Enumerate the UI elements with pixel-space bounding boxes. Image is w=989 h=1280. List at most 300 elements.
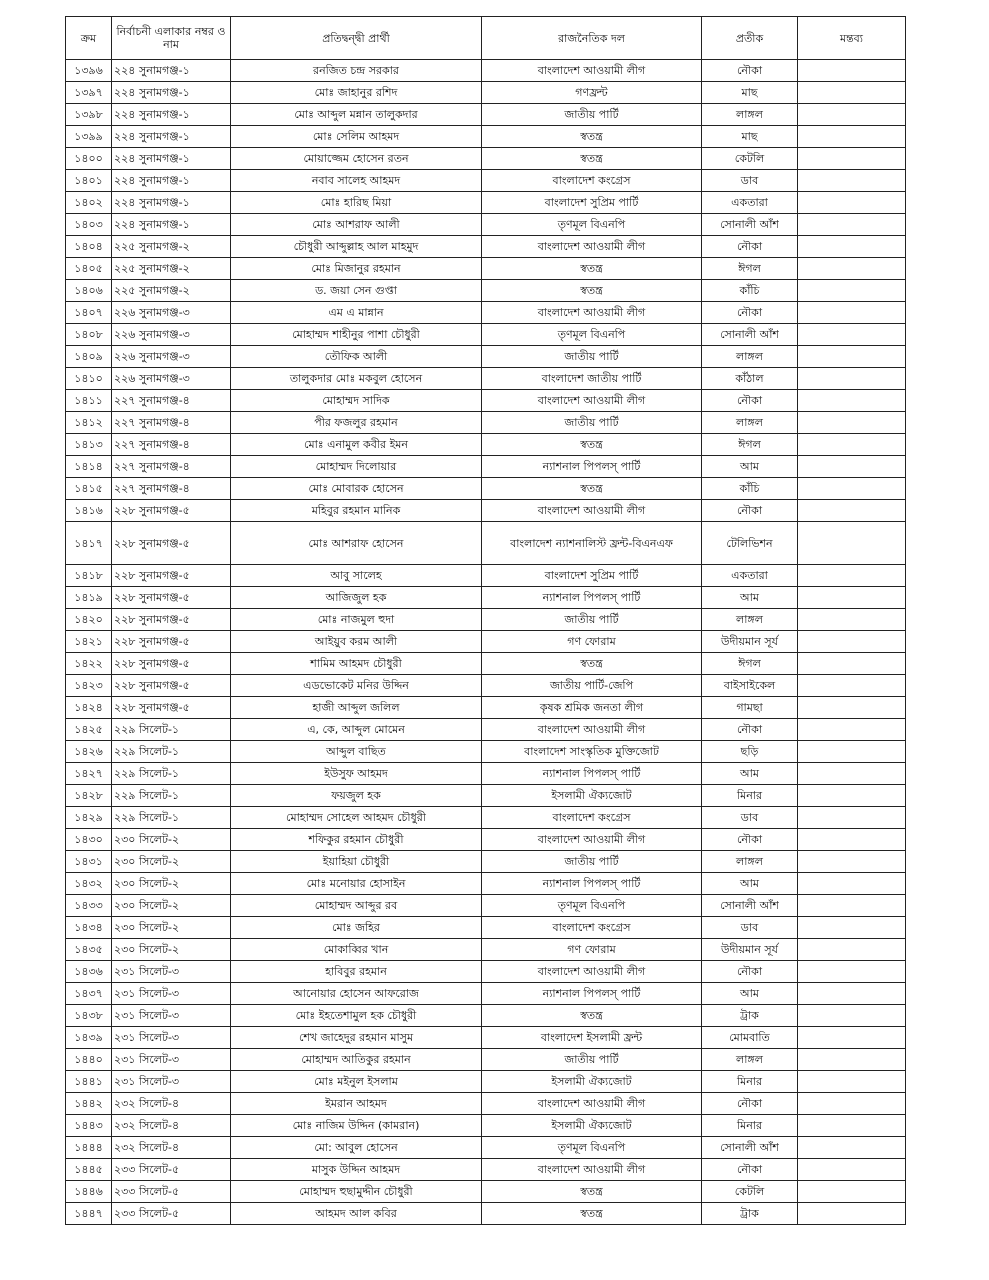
symbol-cell: নৌকা bbox=[702, 236, 798, 258]
candidate-cell: মোহাম্মদ দিলোয়ার bbox=[231, 456, 482, 478]
constituency-cell: ২২৭ সুনামগঞ্জ-৪ bbox=[112, 478, 231, 500]
constituency-cell: ২৩২ সিলেট-৪ bbox=[112, 1137, 231, 1159]
candidate-cell: মোঃ মোবারক হোসেন bbox=[231, 478, 482, 500]
symbol-cell: আম bbox=[702, 983, 798, 1005]
candidate-cell: তৌফিক আলী bbox=[231, 346, 482, 368]
candidate-cell: মোকাব্বির খান bbox=[231, 939, 482, 961]
candidate-cell: আবু সালেহ bbox=[231, 565, 482, 587]
serial-cell: ১৪২২ bbox=[66, 653, 112, 675]
constituency-cell: ২৩০ সিলেট-২ bbox=[112, 851, 231, 873]
remarks-cell bbox=[798, 148, 906, 170]
symbol-cell: বাইসাইকেল bbox=[702, 675, 798, 697]
party-cell: তৃণমূল বিএনপি bbox=[482, 895, 702, 917]
constituency-cell: ২২৯ সিলেট-১ bbox=[112, 807, 231, 829]
symbol-cell: নৌকা bbox=[702, 390, 798, 412]
constituency-cell: ২২৪ সুনামগঞ্জ-১ bbox=[112, 104, 231, 126]
constituency-cell: ২২৯ সিলেট-১ bbox=[112, 785, 231, 807]
constituency-cell: ২৩১ সিলেট-৩ bbox=[112, 1071, 231, 1093]
symbol-cell: ছড়ি bbox=[702, 741, 798, 763]
symbol-cell: লাঙ্গল bbox=[702, 609, 798, 631]
table-row bbox=[66, 500, 906, 522]
party-cell: বাংলাদেশ আওয়ামী লীগ bbox=[482, 302, 702, 324]
constituency-cell: ২২৪ সুনামগঞ্জ-১ bbox=[112, 148, 231, 170]
candidate-cell: নবাব সালেহ আহমদ bbox=[231, 170, 482, 192]
remarks-cell bbox=[798, 873, 906, 895]
constituency-cell: ২৩৩ সিলেট-৫ bbox=[112, 1159, 231, 1181]
serial-cell: ১৪৪২ bbox=[66, 1093, 112, 1115]
serial-cell: ১৪৪৪ bbox=[66, 1137, 112, 1159]
table-header bbox=[66, 17, 906, 60]
table-row bbox=[66, 390, 906, 412]
constituency-cell: ২২৫ সুনামগঞ্জ-২ bbox=[112, 258, 231, 280]
candidate-cell: ইমরান আহমদ bbox=[231, 1093, 482, 1115]
table-row bbox=[66, 258, 906, 280]
symbol-cell: মিনার bbox=[702, 785, 798, 807]
table-row bbox=[66, 192, 906, 214]
candidate-cell: মোহাম্মদ আব্দুর রব bbox=[231, 895, 482, 917]
party-cell: জাতীয় পার্টি-জেপি bbox=[482, 675, 702, 697]
remarks-cell bbox=[798, 478, 906, 500]
remarks-cell bbox=[798, 895, 906, 917]
party-cell: ন্যাশনাল পিপলস্ পার্টি bbox=[482, 456, 702, 478]
constituency-cell: ২২৯ সিলেট-১ bbox=[112, 763, 231, 785]
candidate-cell: মোঃ আব্দুল মন্নান তালুকদার bbox=[231, 104, 482, 126]
candidate-cell: আহমদ আল কবির bbox=[231, 1203, 482, 1225]
symbol-cell: মোমবাতি bbox=[702, 1027, 798, 1049]
remarks-cell bbox=[798, 346, 906, 368]
remarks-cell bbox=[798, 302, 906, 324]
serial-cell: ১৪৪০ bbox=[66, 1049, 112, 1071]
symbol-cell: কাঁচি bbox=[702, 280, 798, 302]
symbol-cell: কেটলি bbox=[702, 148, 798, 170]
serial-cell: ১৪২৩ bbox=[66, 675, 112, 697]
serial-cell: ১৪২১ bbox=[66, 631, 112, 653]
party-cell: বাংলাদেশ আওয়ামী লীগ bbox=[482, 236, 702, 258]
constituency-cell: ২২৮ সুনামগঞ্জ-৫ bbox=[112, 587, 231, 609]
header-candidate: প্রতিদ্বন্দ্বী প্রার্থী bbox=[231, 17, 482, 60]
table-row bbox=[66, 939, 906, 961]
header-symbol: প্রতীক bbox=[702, 17, 798, 60]
serial-cell: ১৪২৪ bbox=[66, 697, 112, 719]
symbol-cell: আম bbox=[702, 873, 798, 895]
symbol-cell: নৌকা bbox=[702, 302, 798, 324]
party-cell: জাতীয় পার্টি bbox=[482, 412, 702, 434]
party-cell: বাংলাদেশ ইসলামী ফ্রন্ট bbox=[482, 1027, 702, 1049]
serial-cell: ১৪১৫ bbox=[66, 478, 112, 500]
symbol-cell: ঈগল bbox=[702, 258, 798, 280]
remarks-cell bbox=[798, 390, 906, 412]
constituency-cell: ২২৭ সুনামগঞ্জ-৪ bbox=[112, 390, 231, 412]
serial-cell: ১৪০৩ bbox=[66, 214, 112, 236]
candidate-cell: মোয়াজ্জেম হোসেন রতন bbox=[231, 148, 482, 170]
candidate-cell: মোঃ সেলিম আহমদ bbox=[231, 126, 482, 148]
remarks-cell bbox=[798, 1203, 906, 1225]
serial-cell: ১৪৪৩ bbox=[66, 1115, 112, 1137]
serial-cell: ১৪০৯ bbox=[66, 346, 112, 368]
candidate-cell: ফয়জুল হক bbox=[231, 785, 482, 807]
party-cell: বাংলাদেশ আওয়ামী লীগ bbox=[482, 390, 702, 412]
table-row bbox=[66, 82, 906, 104]
party-cell: স্বতন্ত্র bbox=[482, 148, 702, 170]
constituency-cell: ২৩০ সিলেট-২ bbox=[112, 829, 231, 851]
candidate-cell: মোঃ মইনুল ইসলাম bbox=[231, 1071, 482, 1093]
constituency-cell: ২২৭ সুনামগঞ্জ-৪ bbox=[112, 434, 231, 456]
serial-cell: ১৪০২ bbox=[66, 192, 112, 214]
candidate-cell: শামিম আহমদ চৌধুরী bbox=[231, 653, 482, 675]
party-cell: ন্যাশনাল পিপলস্ পার্টি bbox=[482, 587, 702, 609]
remarks-cell bbox=[798, 609, 906, 631]
remarks-cell bbox=[798, 522, 906, 565]
party-cell: বাংলাদেশ আওয়ামী লীগ bbox=[482, 719, 702, 741]
constituency-cell: ২২৮ সুনামগঞ্জ-৫ bbox=[112, 653, 231, 675]
party-cell: স্বতন্ত্র bbox=[482, 126, 702, 148]
constituency-cell: ২২৮ সুনামগঞ্জ-৫ bbox=[112, 631, 231, 653]
serial-cell: ১৩৯৯ bbox=[66, 126, 112, 148]
party-cell: ইসলামী ঐক্যজোট bbox=[482, 1115, 702, 1137]
constituency-cell: ২৩১ সিলেট-৩ bbox=[112, 1027, 231, 1049]
serial-cell: ১৪৩১ bbox=[66, 851, 112, 873]
candidate-cell: পীর ফজলুর রহমান bbox=[231, 412, 482, 434]
symbol-cell: লাঙ্গল bbox=[702, 851, 798, 873]
symbol-cell: লাঙ্গল bbox=[702, 412, 798, 434]
header-party: রাজনৈতিক দল bbox=[482, 17, 702, 60]
serial-cell: ১৪২৫ bbox=[66, 719, 112, 741]
remarks-cell bbox=[798, 741, 906, 763]
table-row bbox=[66, 851, 906, 873]
symbol-cell: মিনার bbox=[702, 1115, 798, 1137]
party-cell: স্বতন্ত্র bbox=[482, 434, 702, 456]
table-row bbox=[66, 148, 906, 170]
symbol-cell: ঈগল bbox=[702, 434, 798, 456]
constituency-cell: ২২৪ সুনামগঞ্জ-১ bbox=[112, 82, 231, 104]
table-row bbox=[66, 675, 906, 697]
remarks-cell bbox=[798, 1093, 906, 1115]
symbol-cell: নৌকা bbox=[702, 500, 798, 522]
remarks-cell bbox=[798, 324, 906, 346]
constituency-cell: ২২৮ সুনামগঞ্জ-৫ bbox=[112, 500, 231, 522]
table-row bbox=[66, 1203, 906, 1225]
candidate-cell: মোঃ মিজানুর রহমান bbox=[231, 258, 482, 280]
table-row bbox=[66, 324, 906, 346]
constituency-cell: ২২৪ সুনামগঞ্জ-১ bbox=[112, 60, 231, 82]
constituency-cell: ২৩১ সিলেট-৩ bbox=[112, 1049, 231, 1071]
serial-cell: ১৪৪৬ bbox=[66, 1181, 112, 1203]
symbol-cell: কাঁঠাল bbox=[702, 368, 798, 390]
remarks-cell bbox=[798, 829, 906, 851]
serial-cell: ১৪২৮ bbox=[66, 785, 112, 807]
candidate-cell: মোঃ নাজমুল হুদা bbox=[231, 609, 482, 631]
symbol-cell: কাঁচি bbox=[702, 478, 798, 500]
party-cell: স্বতন্ত্র bbox=[482, 653, 702, 675]
symbol-cell: লাঙ্গল bbox=[702, 1049, 798, 1071]
constituency-cell: ২৩৩ সিলেট-৫ bbox=[112, 1181, 231, 1203]
symbol-cell: উদীয়মান সূর্য bbox=[702, 939, 798, 961]
serial-cell: ১৪১২ bbox=[66, 412, 112, 434]
candidate-cell: মোহাম্মদ আতিকুর রহমান bbox=[231, 1049, 482, 1071]
header-remarks: মন্তব্য bbox=[798, 17, 906, 60]
remarks-cell bbox=[798, 763, 906, 785]
serial-cell: ১৪৩৮ bbox=[66, 1005, 112, 1027]
symbol-cell: একতারা bbox=[702, 192, 798, 214]
symbol-cell: সোনালী আঁশ bbox=[702, 214, 798, 236]
remarks-cell bbox=[798, 236, 906, 258]
remarks-cell bbox=[798, 60, 906, 82]
remarks-cell bbox=[798, 434, 906, 456]
table-row bbox=[66, 961, 906, 983]
party-cell: জাতীয় পার্টি bbox=[482, 104, 702, 126]
remarks-cell bbox=[798, 565, 906, 587]
constituency-cell: ২২৫ সুনামগঞ্জ-২ bbox=[112, 236, 231, 258]
candidate-cell: হাজী আব্দুল জলিল bbox=[231, 697, 482, 719]
candidate-cell: মোঃ ইহতেশামুল হক চৌধুরী bbox=[231, 1005, 482, 1027]
table-row bbox=[66, 456, 906, 478]
remarks-cell bbox=[798, 961, 906, 983]
candidate-cell: ইয়াহিয়া চৌধুরী bbox=[231, 851, 482, 873]
constituency-cell: ২২৮ সুনামগঞ্জ-৫ bbox=[112, 522, 231, 565]
serial-cell: ১৪০৮ bbox=[66, 324, 112, 346]
constituency-cell: ২২৪ সুনামগঞ্জ-১ bbox=[112, 126, 231, 148]
symbol-cell: সোনালী আঁশ bbox=[702, 324, 798, 346]
symbol-cell: লাঙ্গল bbox=[702, 346, 798, 368]
symbol-cell: কেটলি bbox=[702, 1181, 798, 1203]
party-cell: বাংলাদেশ আওয়ামী লীগ bbox=[482, 1159, 702, 1181]
candidate-table bbox=[65, 16, 906, 1225]
table-row bbox=[66, 478, 906, 500]
serial-cell: ১৪২৭ bbox=[66, 763, 112, 785]
table-row bbox=[66, 1115, 906, 1137]
symbol-cell: আম bbox=[702, 587, 798, 609]
party-cell: ন্যাশনাল পিপলস্ পার্টি bbox=[482, 873, 702, 895]
candidate-cell: মোঃ মনোয়ার হোসাইন bbox=[231, 873, 482, 895]
serial-cell: ১৪৩৯ bbox=[66, 1027, 112, 1049]
party-cell: তৃণমূল বিএনপি bbox=[482, 214, 702, 236]
remarks-cell bbox=[798, 1005, 906, 1027]
candidate-cell: মোঃ নাজিম উদ্দিন (কামরান) bbox=[231, 1115, 482, 1137]
table-row bbox=[66, 346, 906, 368]
remarks-cell bbox=[798, 258, 906, 280]
table-row bbox=[66, 1093, 906, 1115]
party-cell: বাংলাদেশ সুপ্রিম পার্টি bbox=[482, 565, 702, 587]
symbol-cell: ডাব bbox=[702, 170, 798, 192]
serial-cell: ১৩৯৬ bbox=[66, 60, 112, 82]
table-row bbox=[66, 1137, 906, 1159]
table-row bbox=[66, 741, 906, 763]
table-row bbox=[66, 434, 906, 456]
table-row bbox=[66, 807, 906, 829]
candidate-cell: মোহাম্মদ সোহেল আহমদ চৌধুরী bbox=[231, 807, 482, 829]
remarks-cell bbox=[798, 280, 906, 302]
symbol-cell: ডাব bbox=[702, 917, 798, 939]
candidate-cell: তালুকদার মোঃ মকবুল হোসেন bbox=[231, 368, 482, 390]
constituency-cell: ২৩২ সিলেট-৪ bbox=[112, 1115, 231, 1137]
table-row bbox=[66, 412, 906, 434]
remarks-cell bbox=[798, 675, 906, 697]
candidate-cell: শফিকুর রহমান চৌধুরী bbox=[231, 829, 482, 851]
table-row bbox=[66, 1071, 906, 1093]
header-area: নির্বাচনী এলাকার নম্বর ও নাম bbox=[112, 17, 231, 60]
table-row bbox=[66, 126, 906, 148]
party-cell: বাংলাদেশ ন্যাশনালিস্ট ফ্রন্ট-বিএনএফ bbox=[482, 522, 702, 565]
serial-cell: ১৪০৭ bbox=[66, 302, 112, 324]
party-cell: স্বতন্ত্র bbox=[482, 280, 702, 302]
table-row bbox=[66, 785, 906, 807]
party-cell: বাংলাদেশ জাতীয় পার্টি bbox=[482, 368, 702, 390]
remarks-cell bbox=[798, 1071, 906, 1093]
table-row bbox=[66, 653, 906, 675]
table-row bbox=[66, 280, 906, 302]
constituency-cell: ২২৮ সুনামগঞ্জ-৫ bbox=[112, 675, 231, 697]
party-cell: স্বতন্ত্র bbox=[482, 478, 702, 500]
remarks-cell bbox=[798, 983, 906, 1005]
table-row bbox=[66, 697, 906, 719]
constituency-cell: ২৩০ সিলেট-২ bbox=[112, 939, 231, 961]
remarks-cell bbox=[798, 1159, 906, 1181]
symbol-cell: লাঙ্গল bbox=[702, 104, 798, 126]
constituency-cell: ২২৬ সুনামগঞ্জ-৩ bbox=[112, 346, 231, 368]
constituency-cell: ২২৯ সিলেট-১ bbox=[112, 741, 231, 763]
candidate-cell: আইয়ুব করম আলী bbox=[231, 631, 482, 653]
party-cell: ইসলামী ঐক্যজোট bbox=[482, 1071, 702, 1093]
symbol-cell: সোনালী আঁশ bbox=[702, 895, 798, 917]
candidate-cell: রনজিত চন্দ্র সরকার bbox=[231, 60, 482, 82]
candidate-cell: মোঃ এনামুল কবীর ইমন bbox=[231, 434, 482, 456]
serial-cell: ১৪১৬ bbox=[66, 500, 112, 522]
table-row bbox=[66, 1027, 906, 1049]
candidate-cell: মো: আবুল হোসেন bbox=[231, 1137, 482, 1159]
serial-cell: ১৪১৩ bbox=[66, 434, 112, 456]
symbol-cell: মিনার bbox=[702, 1071, 798, 1093]
table-row bbox=[66, 104, 906, 126]
constituency-cell: ২২৭ সুনামগঞ্জ-৪ bbox=[112, 412, 231, 434]
symbol-cell: মাছ bbox=[702, 126, 798, 148]
remarks-cell bbox=[798, 917, 906, 939]
symbol-cell: নৌকা bbox=[702, 719, 798, 741]
serial-cell: ১৪২৯ bbox=[66, 807, 112, 829]
symbol-cell: নৌকা bbox=[702, 60, 798, 82]
table-row bbox=[66, 522, 906, 565]
table-row bbox=[66, 631, 906, 653]
serial-cell: ১৪৩০ bbox=[66, 829, 112, 851]
table-row bbox=[66, 236, 906, 258]
symbol-cell: ঈগল bbox=[702, 653, 798, 675]
symbol-cell: নৌকা bbox=[702, 829, 798, 851]
table-row bbox=[66, 214, 906, 236]
candidate-cell: মোঃ আশরাফ হোসেন bbox=[231, 522, 482, 565]
serial-cell: ১৪৩৪ bbox=[66, 917, 112, 939]
serial-cell: ১৪৪৫ bbox=[66, 1159, 112, 1181]
constituency-cell: ২২৮ সুনামগঞ্জ-৫ bbox=[112, 565, 231, 587]
remarks-cell bbox=[798, 851, 906, 873]
serial-cell: ১৪০০ bbox=[66, 148, 112, 170]
party-cell: জাতীয় পার্টি bbox=[482, 1049, 702, 1071]
table-row bbox=[66, 1181, 906, 1203]
table-row bbox=[66, 829, 906, 851]
constituency-cell: ২২৮ সুনামগঞ্জ-৫ bbox=[112, 609, 231, 631]
serial-cell: ১৪২০ bbox=[66, 609, 112, 631]
party-cell: গণ ফোরাম bbox=[482, 631, 702, 653]
party-cell: বাংলাদেশ আওয়ামী লীগ bbox=[482, 60, 702, 82]
table-row bbox=[66, 1159, 906, 1181]
party-cell: বাংলাদেশ কংগ্রেস bbox=[482, 807, 702, 829]
candidate-cell: আনোয়ার হোসেন আফরোজ bbox=[231, 983, 482, 1005]
candidate-cell: হাবিবুর রহমান bbox=[231, 961, 482, 983]
candidate-cell: শেখ জাহেদুর রহমান মাসুম bbox=[231, 1027, 482, 1049]
party-cell: ইসলামী ঐক্যজোট bbox=[482, 785, 702, 807]
serial-cell: ১৪০৫ bbox=[66, 258, 112, 280]
party-cell: বাংলাদেশ সাংস্কৃতিক মুক্তিজোট bbox=[482, 741, 702, 763]
serial-cell: ১৪৩৩ bbox=[66, 895, 112, 917]
remarks-cell bbox=[798, 785, 906, 807]
party-cell: স্বতন্ত্র bbox=[482, 1005, 702, 1027]
serial-cell: ১৪৪১ bbox=[66, 1071, 112, 1093]
party-cell: তৃণমূল বিএনপি bbox=[482, 1137, 702, 1159]
serial-cell: ১৪৪৭ bbox=[66, 1203, 112, 1225]
party-cell: স্বতন্ত্র bbox=[482, 258, 702, 280]
constituency-cell: ২২৭ সুনামগঞ্জ-৪ bbox=[112, 456, 231, 478]
symbol-cell: ডাব bbox=[702, 807, 798, 829]
candidate-cell: এডভোকেট মনির উদ্দিন bbox=[231, 675, 482, 697]
serial-cell: ১৪১৮ bbox=[66, 565, 112, 587]
table-row bbox=[66, 565, 906, 587]
constituency-cell: ২২৬ সুনামগঞ্জ-৩ bbox=[112, 324, 231, 346]
candidate-cell: মোঃ হারিছ মিয়া bbox=[231, 192, 482, 214]
party-cell: বাংলাদেশ কংগ্রেস bbox=[482, 917, 702, 939]
constituency-cell: ২২৪ সুনামগঞ্জ-১ bbox=[112, 170, 231, 192]
candidate-cell: মোঃ জহির bbox=[231, 917, 482, 939]
symbol-cell: নৌকা bbox=[702, 1093, 798, 1115]
party-cell: বাংলাদেশ আওয়ামী লীগ bbox=[482, 961, 702, 983]
remarks-cell bbox=[798, 807, 906, 829]
symbol-cell: গামছা bbox=[702, 697, 798, 719]
remarks-cell bbox=[798, 587, 906, 609]
symbol-cell: আম bbox=[702, 763, 798, 785]
candidate-cell: মোঃ আশরাফ আলী bbox=[231, 214, 482, 236]
table-row bbox=[66, 587, 906, 609]
symbol-cell: সোনালী আঁশ bbox=[702, 1137, 798, 1159]
symbol-cell: একতারা bbox=[702, 565, 798, 587]
table-row bbox=[66, 983, 906, 1005]
serial-cell: ১৩৯৭ bbox=[66, 82, 112, 104]
party-cell: গণ ফোরাম bbox=[482, 939, 702, 961]
symbol-cell: উদীয়মান সূর্য bbox=[702, 631, 798, 653]
symbol-cell: ট্রাক bbox=[702, 1203, 798, 1225]
serial-cell: ১৩৯৮ bbox=[66, 104, 112, 126]
party-cell: স্বতন্ত্র bbox=[482, 1181, 702, 1203]
remarks-cell bbox=[798, 719, 906, 741]
symbol-cell: টেলিভিশন bbox=[702, 522, 798, 565]
party-cell: বাংলাদেশ আওয়ামী লীগ bbox=[482, 1093, 702, 1115]
serial-cell: ১৪১১ bbox=[66, 390, 112, 412]
party-cell: গণফ্রন্ট bbox=[482, 82, 702, 104]
remarks-cell bbox=[798, 1049, 906, 1071]
constituency-cell: ২২৮ সুনামগঞ্জ-৫ bbox=[112, 697, 231, 719]
serial-cell: ১৪৩৫ bbox=[66, 939, 112, 961]
party-cell: বাংলাদেশ সুপ্রিম পার্টি bbox=[482, 192, 702, 214]
party-cell: জাতীয় পার্টি bbox=[482, 609, 702, 631]
serial-cell: ১৪৩২ bbox=[66, 873, 112, 895]
constituency-cell: ২৩০ সিলেট-২ bbox=[112, 895, 231, 917]
constituency-cell: ২৩১ সিলেট-৩ bbox=[112, 1005, 231, 1027]
symbol-cell: মাছ bbox=[702, 82, 798, 104]
header-serial: ক্রম bbox=[66, 17, 112, 60]
party-cell: জাতীয় পার্টি bbox=[482, 346, 702, 368]
remarks-cell bbox=[798, 412, 906, 434]
party-cell: ন্যাশনাল পিপলস্ পার্টি bbox=[482, 983, 702, 1005]
serial-cell: ১৪০৬ bbox=[66, 280, 112, 302]
remarks-cell bbox=[798, 939, 906, 961]
table-row bbox=[66, 917, 906, 939]
candidate-cell: মহিবুর রহমান মানিক bbox=[231, 500, 482, 522]
